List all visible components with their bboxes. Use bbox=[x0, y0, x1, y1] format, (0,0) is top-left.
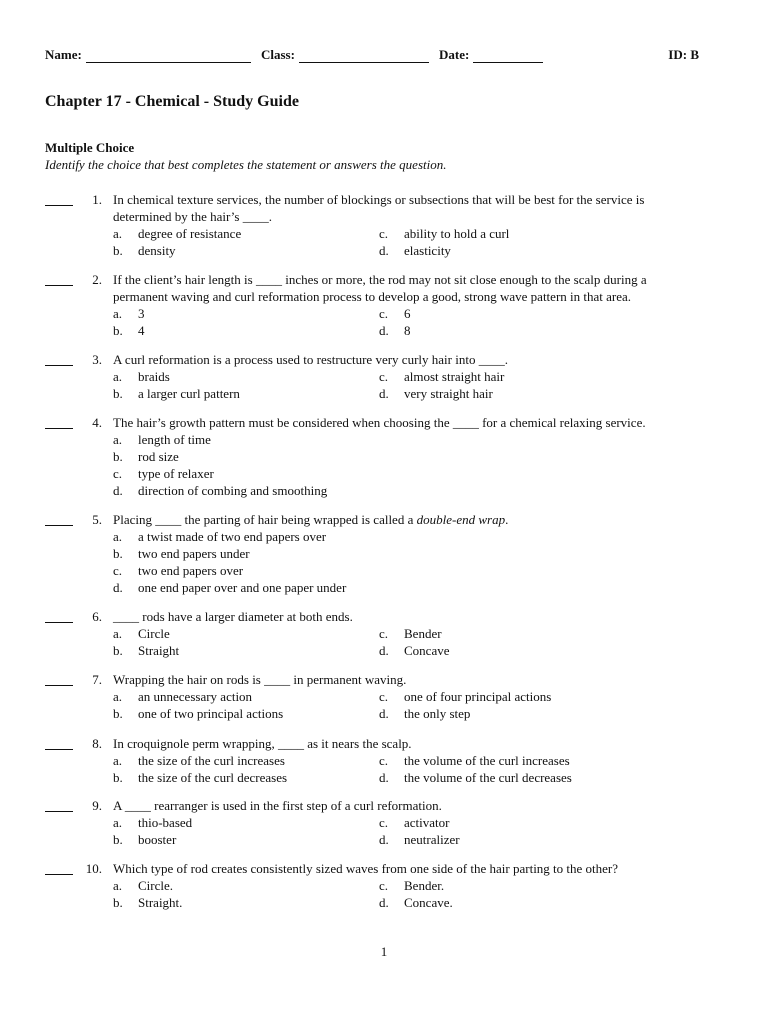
choice-text: 8 bbox=[404, 323, 411, 338]
question-number: 6. bbox=[92, 609, 102, 624]
choice-b bbox=[113, 894, 182, 911]
choice-letter: a. bbox=[113, 815, 123, 830]
choice-text: Circle bbox=[138, 626, 170, 641]
answer-blank[interactable] bbox=[45, 525, 73, 526]
choice-b bbox=[113, 769, 287, 786]
choice-c bbox=[379, 625, 442, 642]
choice-text: 4 bbox=[138, 323, 145, 338]
choice-text: neutralizer bbox=[404, 832, 460, 847]
choice-letter: b. bbox=[113, 706, 123, 721]
choice-d bbox=[113, 482, 327, 499]
choice-letter: d. bbox=[379, 386, 389, 401]
choice-text: one of four principal actions bbox=[404, 689, 552, 704]
choice-text: an unnecessary action bbox=[138, 689, 253, 704]
choice-d bbox=[379, 242, 451, 259]
choice-c bbox=[379, 305, 411, 322]
choice-text: one of two principal actions bbox=[138, 706, 284, 721]
choice-c bbox=[379, 877, 444, 894]
choice-b bbox=[113, 831, 176, 848]
choice-b bbox=[113, 385, 240, 402]
question-number: 2. bbox=[92, 272, 102, 287]
stem-line: If the client’s hair length is ____ inches or more, the rod may not sit close enough to the scalp during a bbox=[113, 272, 647, 287]
stem-line: A ____ rearranger is used in the first step of a curl reformation. bbox=[113, 798, 442, 813]
choice-letter: d. bbox=[379, 323, 389, 338]
choice-a bbox=[113, 305, 145, 322]
choice-letter: b. bbox=[113, 770, 123, 785]
italic-term: double-end wrap bbox=[416, 512, 506, 527]
choice-d bbox=[379, 894, 453, 911]
choice-text: Bender. bbox=[404, 878, 445, 893]
choice-b bbox=[113, 242, 176, 259]
choice-letter: d. bbox=[113, 580, 123, 595]
id-label: ID: B bbox=[668, 47, 699, 62]
choice-letter: a. bbox=[113, 878, 123, 893]
choice-letter: c. bbox=[379, 369, 389, 384]
choice-letter: c. bbox=[379, 753, 389, 768]
stem-line: In chemical texture services, the number of blockings or subsections that will be best for the service is bbox=[113, 192, 645, 207]
choice-letter: d. bbox=[379, 643, 389, 658]
choice-letter: c. bbox=[379, 306, 389, 321]
choice-text: thio-based bbox=[138, 815, 193, 830]
choice-text: ability to hold a curl bbox=[404, 226, 510, 241]
choice-text: booster bbox=[138, 832, 177, 847]
question-stem bbox=[113, 860, 693, 877]
question-stem bbox=[113, 671, 693, 688]
choice-letter: b. bbox=[113, 323, 123, 338]
choice-text: activator bbox=[404, 815, 450, 830]
question-stem bbox=[113, 511, 693, 528]
choice-b bbox=[113, 448, 179, 465]
choice-b bbox=[113, 705, 283, 722]
choice-letter: d. bbox=[379, 770, 389, 785]
date-blank bbox=[473, 49, 543, 63]
date-field bbox=[439, 47, 543, 63]
choice-letter: b. bbox=[113, 546, 123, 561]
choice-c bbox=[379, 368, 504, 385]
choice-letter: d. bbox=[379, 706, 389, 721]
stem-line: Placing ____ the parting of hair being wrapped is called a double-end wrap. bbox=[113, 512, 509, 527]
choice-a bbox=[113, 877, 173, 894]
choice-letter: a. bbox=[113, 529, 123, 544]
name-label: Name: bbox=[45, 47, 82, 62]
choice-text: 3 bbox=[138, 306, 145, 321]
choice-letter: c. bbox=[379, 626, 389, 641]
question-stem bbox=[113, 608, 693, 625]
choice-letter: b. bbox=[113, 832, 123, 847]
question-number: 3. bbox=[92, 352, 102, 367]
question-stem bbox=[113, 414, 693, 431]
question-number: 4. bbox=[92, 415, 102, 430]
choice-letter: a. bbox=[113, 306, 123, 321]
choice-text: Concave bbox=[404, 643, 450, 658]
choice-letter: b. bbox=[113, 449, 123, 464]
question-number: 1. bbox=[92, 192, 102, 207]
choice-c bbox=[113, 562, 243, 579]
section-title: Multiple Choice bbox=[45, 140, 135, 155]
answer-blank[interactable] bbox=[45, 365, 73, 366]
choice-text: Straight bbox=[138, 643, 180, 658]
choice-letter: a. bbox=[113, 626, 123, 641]
choice-text: Concave. bbox=[404, 895, 453, 910]
answer-blank[interactable] bbox=[45, 285, 73, 286]
question-stem bbox=[113, 191, 693, 225]
choice-text: rod size bbox=[138, 449, 179, 464]
choice-text: very straight hair bbox=[404, 386, 493, 401]
answer-blank[interactable] bbox=[45, 622, 73, 623]
question-stem bbox=[113, 351, 693, 368]
choice-text: 6 bbox=[404, 306, 411, 321]
stem-line: determined by the hair’s ____. bbox=[113, 209, 272, 224]
choice-d bbox=[379, 705, 470, 722]
choice-c bbox=[379, 688, 551, 705]
class-label: Class: bbox=[261, 47, 295, 62]
question-number: 7. bbox=[92, 672, 102, 687]
choice-letter: c. bbox=[379, 878, 389, 893]
choice-b bbox=[113, 322, 145, 339]
answer-blank[interactable] bbox=[45, 428, 73, 429]
choice-d bbox=[113, 579, 346, 596]
stem-line: ____ rods have a larger diameter at both ends. bbox=[113, 609, 353, 624]
choice-d bbox=[379, 385, 493, 402]
question-number: 5. bbox=[92, 512, 102, 527]
choice-text: density bbox=[138, 243, 176, 258]
choice-text: Circle. bbox=[138, 878, 174, 893]
choice-d bbox=[379, 322, 411, 339]
choice-c bbox=[379, 752, 570, 769]
choice-text: Straight. bbox=[138, 895, 183, 910]
choice-text: direction of combing and smoothing bbox=[138, 483, 328, 498]
question-stem bbox=[113, 271, 693, 305]
choice-letter: b. bbox=[113, 643, 123, 658]
choice-text: the only step bbox=[404, 706, 471, 721]
choice-letter: a. bbox=[113, 369, 123, 384]
choice-d bbox=[379, 769, 572, 786]
name-field bbox=[45, 47, 251, 63]
stem-line: The hair’s growth pattern must be considered when choosing the ____ for a chemical relaxing service. bbox=[113, 415, 646, 430]
choice-text: the size of the curl decreases bbox=[138, 770, 288, 785]
question-number: 8. bbox=[92, 736, 102, 751]
choice-text: two end papers under bbox=[138, 546, 250, 561]
choice-text: two end papers over bbox=[138, 563, 244, 578]
choice-a bbox=[113, 225, 241, 242]
choice-text: Bender bbox=[404, 626, 442, 641]
choice-letter: d. bbox=[113, 483, 123, 498]
choice-c bbox=[379, 225, 509, 242]
stem-line: Wrapping the hair on rods is ____ in permanent waving. bbox=[113, 672, 407, 687]
choice-a bbox=[113, 368, 170, 385]
stem-line: permanent waving and curl reformation process to develop a good, strong wave pattern in that area. bbox=[113, 289, 632, 304]
stem-line: A curl reformation is a process used to restructure very curly hair into ____. bbox=[113, 352, 508, 367]
choice-letter: d. bbox=[379, 832, 389, 847]
choice-b bbox=[113, 545, 250, 562]
answer-blank[interactable] bbox=[45, 874, 73, 875]
choice-text: type of relaxer bbox=[138, 466, 214, 481]
question-number: 9. bbox=[92, 798, 102, 813]
choice-a bbox=[113, 625, 170, 642]
choice-text: the size of the curl increases bbox=[138, 753, 285, 768]
choice-letter: a. bbox=[113, 753, 123, 768]
choice-letter: d. bbox=[379, 895, 389, 910]
choice-letter: c. bbox=[379, 689, 389, 704]
stem-line: In croquignole perm wrapping, ____ as it nears the scalp. bbox=[113, 736, 412, 751]
choice-a bbox=[113, 814, 192, 831]
choice-text: the volume of the curl increases bbox=[404, 753, 570, 768]
choice-letter: c. bbox=[379, 226, 389, 241]
page-title: Chapter 17 - Chemical - Study Guide bbox=[45, 93, 299, 110]
choice-d bbox=[379, 642, 449, 659]
choice-letter: c. bbox=[379, 815, 389, 830]
choice-letter: c. bbox=[113, 466, 123, 481]
class-field bbox=[261, 47, 429, 63]
choice-text: length of time bbox=[138, 432, 211, 447]
answer-blank[interactable] bbox=[45, 811, 73, 812]
class-blank bbox=[299, 49, 429, 63]
question-number: 10. bbox=[85, 861, 102, 876]
choice-text: a twist made of two end papers over bbox=[138, 529, 327, 544]
choice-letter: a. bbox=[113, 432, 123, 447]
date-label: Date: bbox=[439, 47, 470, 62]
answer-blank[interactable] bbox=[45, 749, 73, 750]
question-stem bbox=[113, 735, 693, 752]
page-header bbox=[45, 47, 699, 67]
question-stem bbox=[113, 797, 693, 814]
choice-text: degree of resistance bbox=[138, 226, 242, 241]
choice-c bbox=[379, 814, 449, 831]
choice-text: almost straight hair bbox=[404, 369, 505, 384]
choice-a bbox=[113, 528, 326, 545]
choice-a bbox=[113, 752, 285, 769]
section-instructions: Identify the choice that best completes the statement or answers the question. bbox=[45, 157, 447, 172]
choice-text: braids bbox=[138, 369, 170, 384]
choice-a bbox=[113, 431, 211, 448]
choice-text: elasticity bbox=[404, 243, 451, 258]
page-number: 1 bbox=[380, 944, 388, 959]
choice-d bbox=[379, 831, 460, 848]
choice-c bbox=[113, 465, 214, 482]
stem-line: Which type of rod creates consistently sized waves from one side of the hair parting to the other? bbox=[113, 861, 619, 876]
choice-a bbox=[113, 688, 252, 705]
choice-letter: c. bbox=[113, 563, 123, 578]
answer-blank[interactable] bbox=[45, 685, 73, 686]
choice-letter: b. bbox=[113, 386, 123, 401]
choice-letter: b. bbox=[113, 243, 123, 258]
choice-text: one end paper over and one paper under bbox=[138, 580, 347, 595]
choice-b bbox=[113, 642, 179, 659]
choice-text: the volume of the curl decreases bbox=[404, 770, 572, 785]
answer-blank[interactable] bbox=[45, 205, 73, 206]
choice-letter: d. bbox=[379, 243, 389, 258]
choice-letter: a. bbox=[113, 226, 123, 241]
choice-letter: b. bbox=[113, 895, 123, 910]
choice-text: a larger curl pattern bbox=[138, 386, 240, 401]
name-blank bbox=[86, 49, 251, 63]
choice-letter: a. bbox=[113, 689, 123, 704]
